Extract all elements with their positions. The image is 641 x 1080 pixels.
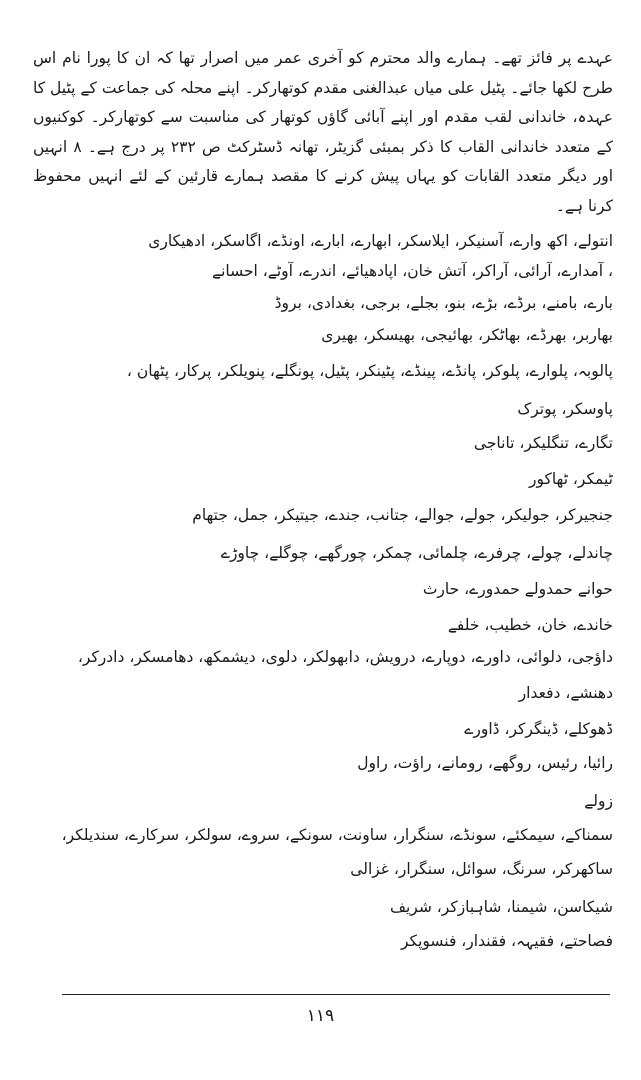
surname-line-dhal: دھنشے، دفعدار [518,684,613,702]
surname-line-khay: خاندے، خان، خطیب، خلفے [447,616,613,634]
surname-line-bhe: بھاربر، بھرڈے، بھاٹکر، بھائیجی، بھیسکر، بھیری [321,326,613,344]
surname-line-dal: داؤجی، دلوائی، داورے، دوپارے، درویش، دابھولکر، دلوی، دیشمکھ، دھامسکر، دادرکر، [77,648,613,666]
intro-paragraph: عہدے پر فائز تھے۔ ہمارے والد محترم کو آخری عمر میں اصرار تھا کہ ان کا پورا نام اس طرح لکھا جائے۔ پٹیل علی میاں عبدالغنی مقدم کوتھارکر۔ اپنے محلہ کی جماعت کے پٹیل کا عہدہ، خاندانی لقب مقدم اور اپنے آبائی گاؤں کوتھار کی مناسبت سے کوتھارکر۔ کوکنیوں کے متعدد خاندانی القاب کا ذکر بمبئی گزیٹر، تھانہ ڈسٹرکٹ ص ۲۳۲ پر درج ہے۔ ۸ انہیں اور دیگر متعدد القابات کو یہاں پیش کرنے کا مقصد ہمارے قارئین کے لئے انہیں محفوظ کرنا ہے۔ [33,49,613,215]
surname-line-pe-2: پاوسکر، پوترک [517,400,613,418]
surname-line-re: رائیا، رئیس، روگھے، رومانے، راؤت، راول [357,754,613,772]
surname-line-fe: فصاحتے، فقیہہ، فقندار، فنسوپکر [401,932,613,950]
surname-line-ze: زولے [584,792,613,810]
surname-line-pe-1: پالوبہ، پلوارے، پلوکر، پانڈے، پینڈے، پٹینکر، پٹیل، پونگلے، پنویلکر، پرکار، پٹھان ، [126,362,613,380]
surname-line-ddal: ڈھوکلے، ڈینگرکر، ڈاورے [464,720,613,738]
footer-rule [62,994,610,995]
surname-line-sheen: شیکاسن، شیمنا، شاہبازکر، شریف [389,898,613,916]
page-number: ۱۱۹ [306,1006,335,1026]
surname-line-alif-2: ، آمدارے، آرائی، آراکر، آتش خان، اپادھیائے، اندرے، آوٹے، احسانے [212,262,613,280]
surname-line-seen-1: سمناکے، سیمکئے، سونڈے، سنگرار، ساونت، سونکے، سروے، سولکر، سرکارے، سندیلکر، [61,826,613,844]
surname-line-jeem: جنجیرکر، جولیکر، جولے، جوالے، جتانب، جندے، جیتیکر، جمل، جتھام [192,506,613,524]
surname-line-tte: ٹیمکر، ٹھاکور [528,470,613,488]
surname-line-alif-1: انتولے، اکھ وارے، آسنیکر، ایلاسکر، ابھارے، ابارے، اونڈے، اگاسکر، ادھیکاری [148,232,613,250]
surname-line-te: تگارے، تنگلیکر، تاناجی [473,434,613,452]
surname-line-che: چاندلے، چولے، چرفرے، چلمائی، چمکر، چورگھے، چوگلے، چاوڑے [220,544,613,562]
surname-line-be: بارے، بامنے، برڈے، بڑے، بنو، بجلے، برجی، بغدادی، بروڈ [274,294,613,312]
surname-line-hay: حوانے حمدولے حمدورے، حارث [422,580,613,598]
surname-line-seen-2: ساکھرکر، سرنگ، سوائل، سنگرار، غزالی [350,860,613,878]
